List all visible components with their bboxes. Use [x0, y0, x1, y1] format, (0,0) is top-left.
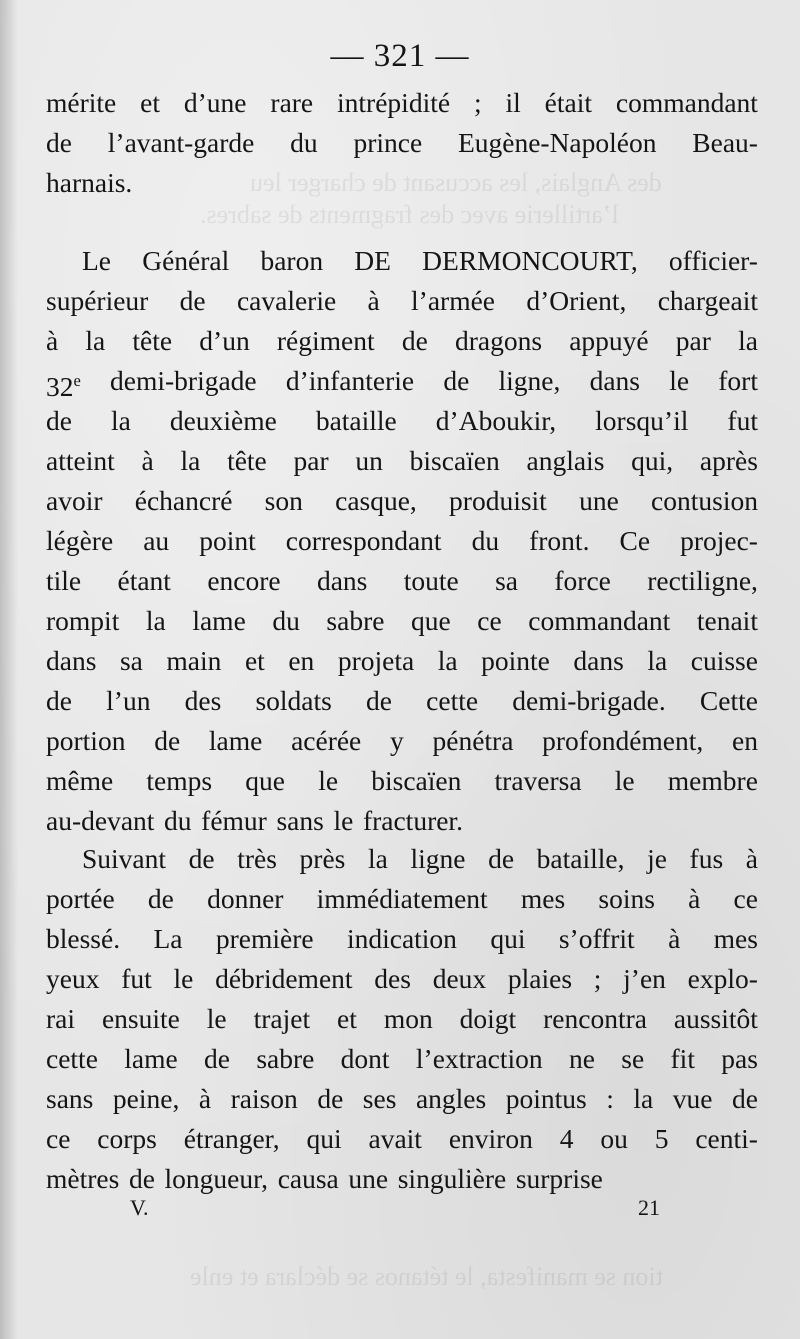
word: indication [346, 923, 457, 954]
show-through-text: des Anglais, les accusant de charger leu [250, 168, 662, 197]
word: longueur, [164, 1163, 269, 1194]
word: encore [207, 565, 281, 596]
word: le [614, 765, 635, 796]
word: demi-brigade [110, 365, 257, 396]
word: soins [598, 883, 655, 914]
word: sabre [256, 1043, 315, 1074]
show-through-text: l’artillerie avec des fragments de sabres. [200, 200, 619, 229]
word: doigt [459, 1003, 517, 1034]
word: dans [573, 645, 624, 676]
word: 5 [654, 1123, 669, 1154]
word: le [333, 805, 354, 836]
word: acérée [291, 725, 362, 756]
page-number: — 321 — [330, 38, 470, 74]
word: cette [46, 1043, 98, 1074]
word: portion [46, 725, 126, 756]
word: point [199, 525, 256, 556]
word: vue [672, 1083, 713, 1114]
word: de [317, 1083, 344, 1114]
word: de [147, 883, 174, 914]
word: d’infanterie [285, 365, 415, 396]
word: à [745, 843, 758, 874]
word: ce [477, 605, 502, 636]
word: il [505, 87, 521, 118]
word: produisit [449, 485, 547, 516]
word: projec- [680, 525, 758, 556]
word: aussitôt [673, 1003, 758, 1034]
word: fémur [201, 805, 267, 836]
text-line [46, 321, 758, 361]
word: étranger, [183, 1123, 280, 1154]
word: la [85, 325, 106, 356]
word: un [355, 445, 383, 476]
word: près [299, 843, 346, 874]
word: ne [568, 1043, 595, 1074]
word: bataille [315, 405, 397, 436]
word: légère [46, 525, 114, 556]
word: projeta [337, 645, 415, 676]
word: lame [192, 605, 246, 636]
word: chargeait [657, 285, 758, 316]
word: de [179, 285, 206, 316]
word: d’une [183, 87, 247, 118]
word: 32e [46, 371, 81, 401]
word: tenait [696, 605, 758, 636]
word: le [206, 1003, 227, 1034]
word: traversa [494, 765, 582, 796]
word: la [633, 1083, 654, 1114]
word: par [293, 445, 329, 476]
paragraph-dermoncourt [46, 241, 758, 841]
text-line [46, 601, 758, 641]
word: portée [46, 883, 115, 914]
word: corps [97, 1123, 157, 1154]
word: Ce [619, 525, 651, 556]
word: sabre [326, 605, 385, 636]
word: Le [82, 245, 112, 276]
word: mon [383, 1003, 433, 1034]
word: donner [207, 883, 284, 914]
word: j’en [623, 963, 666, 994]
word: deux [432, 963, 487, 994]
word: lame [124, 1043, 178, 1074]
word: et [140, 87, 160, 118]
word: rai [46, 1003, 76, 1034]
word: du [272, 605, 300, 636]
word: l’avant-garde [107, 127, 255, 158]
text-line [46, 1079, 758, 1119]
word: de [401, 325, 428, 356]
text-line [46, 919, 758, 959]
text-line [46, 481, 758, 521]
paragraph-treatment [46, 839, 758, 1199]
word: mérite [46, 87, 117, 118]
word: ligne [410, 843, 466, 874]
word: étant [117, 565, 171, 596]
word: mes [713, 923, 758, 954]
text-line [46, 163, 758, 203]
word: force [554, 565, 611, 596]
word: à [46, 325, 59, 356]
word: échancré [134, 485, 233, 516]
word: ses [362, 1083, 397, 1114]
word: rompit [46, 605, 120, 636]
text-line [46, 521, 758, 561]
text-line [46, 441, 758, 481]
sheet-number: 21 [638, 1195, 660, 1220]
word: de [154, 725, 181, 756]
word: que [411, 605, 451, 636]
word: rare [270, 87, 314, 118]
word: du [164, 805, 192, 836]
word: biscaïen [409, 445, 500, 476]
word: casque, [335, 485, 417, 516]
word: y [390, 725, 404, 756]
word: peine, [112, 1083, 180, 1114]
word: fut [121, 963, 152, 994]
word: ou [600, 1123, 628, 1154]
word: le [173, 963, 194, 994]
word: régiment [276, 325, 375, 356]
word: même [46, 765, 114, 796]
word: sans [276, 805, 324, 836]
word: cette [426, 685, 479, 716]
word: surprise [515, 1163, 603, 1194]
word: blessé. [46, 923, 121, 954]
word: tête [132, 325, 173, 356]
word: débridement [215, 963, 353, 994]
word: et [244, 645, 265, 676]
word: fut [727, 405, 758, 436]
text-line [46, 1159, 758, 1199]
text-line [46, 1039, 758, 1079]
word: commandant [615, 87, 758, 118]
word: de [488, 843, 515, 874]
word: La [153, 923, 183, 954]
word: avait [368, 1123, 422, 1154]
text-line [46, 879, 758, 919]
word: sa [495, 565, 519, 596]
word: explo- [687, 963, 758, 994]
word: immédiatement [316, 883, 488, 914]
word: ; [473, 87, 482, 118]
word: lorsqu’il [595, 405, 689, 436]
text-line [46, 401, 758, 441]
text-line [46, 561, 758, 601]
word: rencontra [543, 1003, 647, 1034]
word: avoir [46, 485, 103, 516]
word: tile [46, 565, 82, 596]
word: dont [340, 1043, 390, 1074]
word: la [180, 445, 201, 476]
word: profondément, [542, 725, 704, 756]
word: était [544, 87, 592, 118]
word: lame [208, 725, 263, 756]
word: 4 [559, 1123, 574, 1154]
word: d’Aboukir, [435, 405, 557, 436]
word: environ [448, 1123, 533, 1154]
word: l’armée [411, 285, 496, 316]
word: fort [718, 365, 758, 396]
text-line [46, 281, 758, 321]
word: des [184, 685, 222, 716]
word: temps [146, 765, 213, 796]
text-line [46, 681, 758, 721]
word: causa [277, 1163, 339, 1194]
word: correspondant [285, 525, 442, 556]
word: de [46, 405, 72, 436]
word: supérieur [46, 285, 149, 316]
text-line [46, 721, 758, 761]
text-line [46, 83, 758, 123]
word: pointus [505, 1083, 587, 1114]
word: pointe [481, 645, 550, 676]
word: prince [353, 127, 423, 158]
word: la [738, 325, 758, 356]
word: des [374, 963, 411, 994]
word: membre [667, 765, 758, 796]
word: soldats [255, 685, 332, 716]
word: baron [260, 245, 324, 276]
word: son [264, 485, 303, 516]
word: la [647, 645, 668, 676]
word: Général [142, 245, 230, 276]
word: singulière [397, 1163, 507, 1194]
word: après [699, 445, 758, 476]
word: dans [589, 365, 640, 396]
text-line [46, 839, 758, 879]
word: le [669, 365, 690, 396]
word: dans [46, 645, 97, 676]
word: à [367, 285, 380, 316]
word: fracturer. [362, 805, 463, 836]
word: de [731, 1083, 758, 1114]
word: se [621, 1043, 645, 1074]
word: très [237, 843, 277, 874]
word: de [443, 365, 470, 396]
word: de [188, 843, 215, 874]
text-line [46, 1119, 758, 1159]
show-through-text: tion se manifesta, le tétanos se déclara et enle [190, 1262, 663, 1291]
word: main [166, 645, 222, 676]
word: harnais. [46, 167, 133, 198]
word: l’extraction [415, 1043, 543, 1074]
word: angles [415, 1083, 487, 1114]
word: je [647, 843, 667, 874]
word: que [245, 765, 285, 796]
word: de [46, 127, 72, 158]
word: d’Orient, [526, 285, 627, 316]
text-line [46, 761, 758, 801]
word: au-devant [46, 805, 155, 836]
word: pénétra [432, 725, 514, 756]
text-line [46, 801, 758, 841]
word: première [215, 923, 314, 954]
word: anglais [526, 445, 605, 476]
word: Cette [699, 685, 758, 716]
word: raison [230, 1083, 298, 1114]
word: demi-brigade. [512, 685, 666, 716]
word: Eugène-Napoléon [457, 127, 657, 158]
word: front. [529, 525, 590, 556]
word: qui, [631, 445, 674, 476]
word: DERMONCOURT, [422, 245, 638, 276]
word: ; [593, 963, 602, 994]
word: fus [689, 843, 724, 874]
word: pas [721, 1043, 758, 1074]
word: l’un [106, 685, 151, 716]
word: sans [46, 1083, 94, 1114]
word: officier- [668, 245, 758, 276]
text-line [46, 999, 758, 1039]
word: deuxième [169, 405, 277, 436]
word: plaies [507, 963, 573, 994]
word: DE [354, 245, 391, 276]
word: cavalerie [236, 285, 337, 316]
word: appuyé [569, 325, 649, 356]
word: de [366, 685, 392, 716]
word: de [128, 1163, 155, 1194]
word: à [198, 1083, 212, 1114]
word: rectiligne, [647, 565, 758, 596]
word: la [437, 645, 458, 676]
word: biscaïen [371, 765, 462, 796]
word: : [606, 1083, 614, 1114]
word: la [111, 405, 131, 436]
text-line [46, 361, 758, 401]
word: par [675, 325, 711, 356]
word: une [579, 485, 619, 516]
word: à [688, 883, 701, 914]
word: la [367, 843, 388, 874]
word: cuisse [690, 645, 758, 676]
word: toute [403, 565, 459, 596]
text-line [46, 241, 758, 281]
word: contusion [651, 485, 758, 516]
word: Beau- [692, 127, 758, 158]
word: sa [119, 645, 143, 676]
word: la [145, 605, 166, 636]
word: bataille, [536, 843, 625, 874]
word: du [290, 127, 318, 158]
word: tête [227, 445, 267, 476]
word: ensuite [101, 1003, 180, 1034]
word: ce [733, 883, 758, 914]
word: le [318, 765, 339, 796]
word: ligne, [498, 365, 561, 396]
word: et [337, 1003, 357, 1034]
word: qui [306, 1123, 342, 1154]
word: commandant [528, 605, 671, 636]
word: fit [670, 1043, 695, 1074]
word: Suivant [82, 843, 167, 874]
text-line [46, 959, 758, 999]
text-line [46, 641, 758, 681]
word: centi- [695, 1123, 758, 1154]
word: de [204, 1043, 230, 1074]
word: ce [46, 1123, 71, 1154]
word: intrépidité [337, 87, 451, 118]
text-line [46, 123, 758, 163]
word: s’offrit [558, 923, 635, 954]
word: dragons [454, 325, 543, 356]
word: trajet [253, 1003, 311, 1034]
paragraph-continuation [46, 83, 758, 203]
word: d’un [199, 325, 250, 356]
signature-mark: V. [130, 1195, 149, 1220]
word: de [46, 685, 72, 716]
word: au [143, 525, 170, 556]
word: mes [520, 883, 566, 914]
word: qui [490, 923, 526, 954]
word: dans [316, 565, 368, 596]
word: à [668, 923, 681, 954]
word: atteint [46, 445, 115, 476]
word: du [471, 525, 500, 556]
word: mètres [46, 1163, 120, 1194]
word: yeux [46, 963, 100, 994]
word: à [141, 445, 154, 476]
word: en [732, 725, 758, 756]
word: une [348, 1163, 389, 1194]
word: en [288, 645, 315, 676]
